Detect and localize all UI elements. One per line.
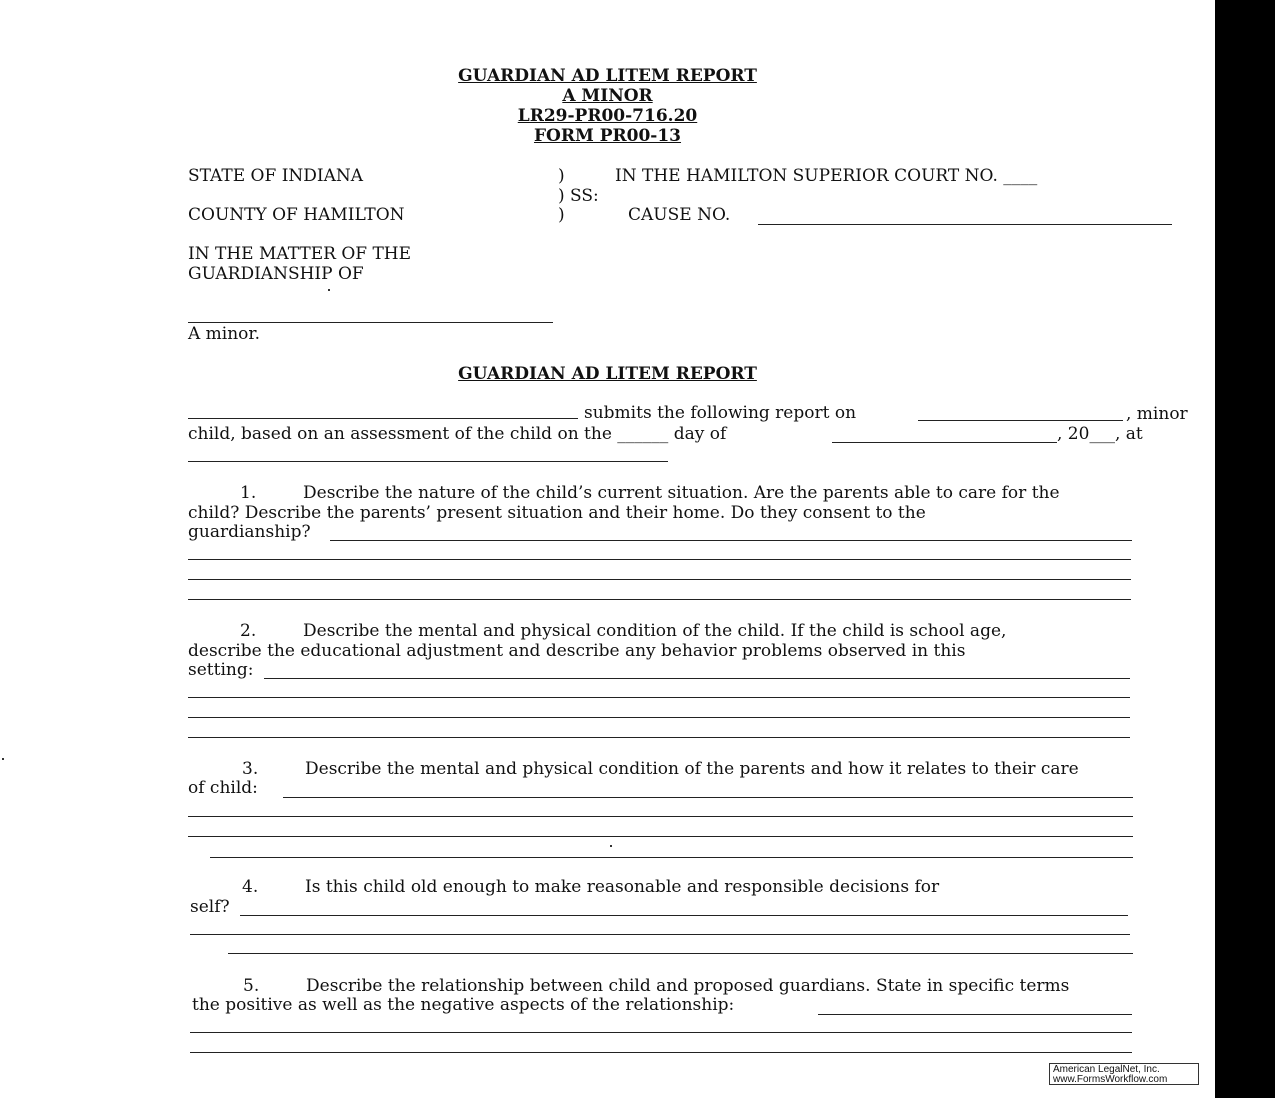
header-rule-number: LR29-PR00-716.20 bbox=[517, 106, 698, 126]
answer-line[interactable] bbox=[228, 953, 1133, 954]
answer-line[interactable] bbox=[188, 579, 1131, 580]
question-text: self? bbox=[190, 897, 230, 917]
caption-paren: ) bbox=[558, 205, 565, 225]
answer-line[interactable] bbox=[188, 737, 1130, 738]
guardianship-label: GUARDIANSHIP OF bbox=[188, 264, 364, 284]
court-label: IN THE HAMILTON SUPERIOR COURT NO. ____ bbox=[615, 166, 1038, 186]
county-label: COUNTY OF HAMILTON bbox=[188, 205, 405, 225]
minor-name-field[interactable] bbox=[188, 322, 553, 323]
question-number: 5. bbox=[243, 976, 260, 996]
ss-label: ) SS: bbox=[558, 186, 599, 206]
answer-line[interactable] bbox=[190, 934, 1130, 935]
question-number: 4. bbox=[242, 877, 259, 897]
answer-line[interactable] bbox=[188, 816, 1133, 817]
question-text: Describe the nature of the child’s current situation. Are the parents able to care for the bbox=[303, 483, 1060, 503]
header-subtitle: A MINOR bbox=[562, 86, 653, 106]
cause-number-field[interactable] bbox=[758, 224, 1172, 225]
answer-line[interactable] bbox=[210, 857, 1133, 858]
submits-text: submits the following report on bbox=[584, 403, 857, 423]
answer-line[interactable] bbox=[188, 697, 1130, 698]
minor-label: A minor. bbox=[188, 324, 261, 344]
question-text: child? Describe the parents’ present situation and their home. Do they consent to the bbox=[188, 503, 926, 523]
question-number: 2. bbox=[240, 621, 257, 641]
header-form-number: FORM PR00-13 bbox=[533, 126, 682, 146]
header-title: GUARDIAN AD LITEM REPORT bbox=[458, 66, 757, 86]
answer-line[interactable] bbox=[188, 559, 1131, 560]
state-label: STATE OF INDIANA bbox=[188, 166, 364, 186]
dot-mark bbox=[328, 289, 330, 291]
answer-line[interactable] bbox=[264, 678, 1130, 679]
cause-label: CAUSE NO. bbox=[628, 205, 731, 225]
question-text: Describe the relationship between child and proposed guardians. State in specific terms bbox=[306, 976, 1070, 996]
year-text: , 20___, at bbox=[1057, 424, 1143, 444]
question-text: of child: bbox=[188, 778, 258, 798]
answer-line[interactable] bbox=[188, 836, 1133, 837]
answer-line[interactable] bbox=[188, 599, 1131, 600]
answer-line[interactable] bbox=[240, 915, 1128, 916]
publisher-stamp bbox=[1049, 1063, 1199, 1085]
caption-paren: ) bbox=[558, 166, 565, 186]
assessment-text: child, based on an assessment of the child on the ______ day of bbox=[188, 424, 727, 444]
publisher-name: American LegalNet, Inc. bbox=[1053, 1064, 1160, 1075]
question-text: the positive as well as the negative aspects of the relationship: bbox=[192, 995, 735, 1015]
assessment-location-field[interactable] bbox=[188, 461, 668, 462]
question-text: Describe the mental and physical condition of the parents and how it relates to their care bbox=[305, 759, 1079, 779]
assessment-month-field[interactable] bbox=[832, 442, 1057, 443]
question-text: describe the educational adjustment and describe any behavior problems observed in this bbox=[188, 641, 966, 661]
question-number: 3. bbox=[242, 759, 259, 779]
question-text: Describe the mental and physical condition of the child. If the child is school age, bbox=[303, 621, 1007, 641]
viewer-side-bar bbox=[1215, 0, 1275, 1098]
answer-line[interactable] bbox=[330, 540, 1132, 541]
question-text: Is this child old enough to make reasonable and responsible decisions for bbox=[305, 877, 940, 897]
matter-label: IN THE MATTER OF THE bbox=[188, 244, 412, 264]
reporter-name-field[interactable] bbox=[188, 418, 578, 419]
form-header bbox=[0, 66, 1215, 146]
answer-line[interactable] bbox=[190, 1032, 1132, 1033]
answer-line[interactable] bbox=[818, 1014, 1132, 1015]
report-subject-field[interactable] bbox=[918, 420, 1123, 421]
dot-mark bbox=[610, 845, 612, 847]
margin-mark bbox=[2, 758, 4, 760]
minor-text: , minor bbox=[1126, 404, 1188, 424]
question-text: guardianship? bbox=[188, 522, 311, 542]
question-text: setting: bbox=[188, 660, 254, 680]
report-title: GUARDIAN AD LITEM REPORT bbox=[458, 364, 757, 384]
answer-line[interactable] bbox=[283, 797, 1133, 798]
question-number: 1. bbox=[240, 483, 257, 503]
answer-line[interactable] bbox=[190, 1052, 1132, 1053]
publisher-url: www.FormsWorkflow.com bbox=[1053, 1074, 1168, 1085]
answer-line[interactable] bbox=[188, 717, 1130, 718]
